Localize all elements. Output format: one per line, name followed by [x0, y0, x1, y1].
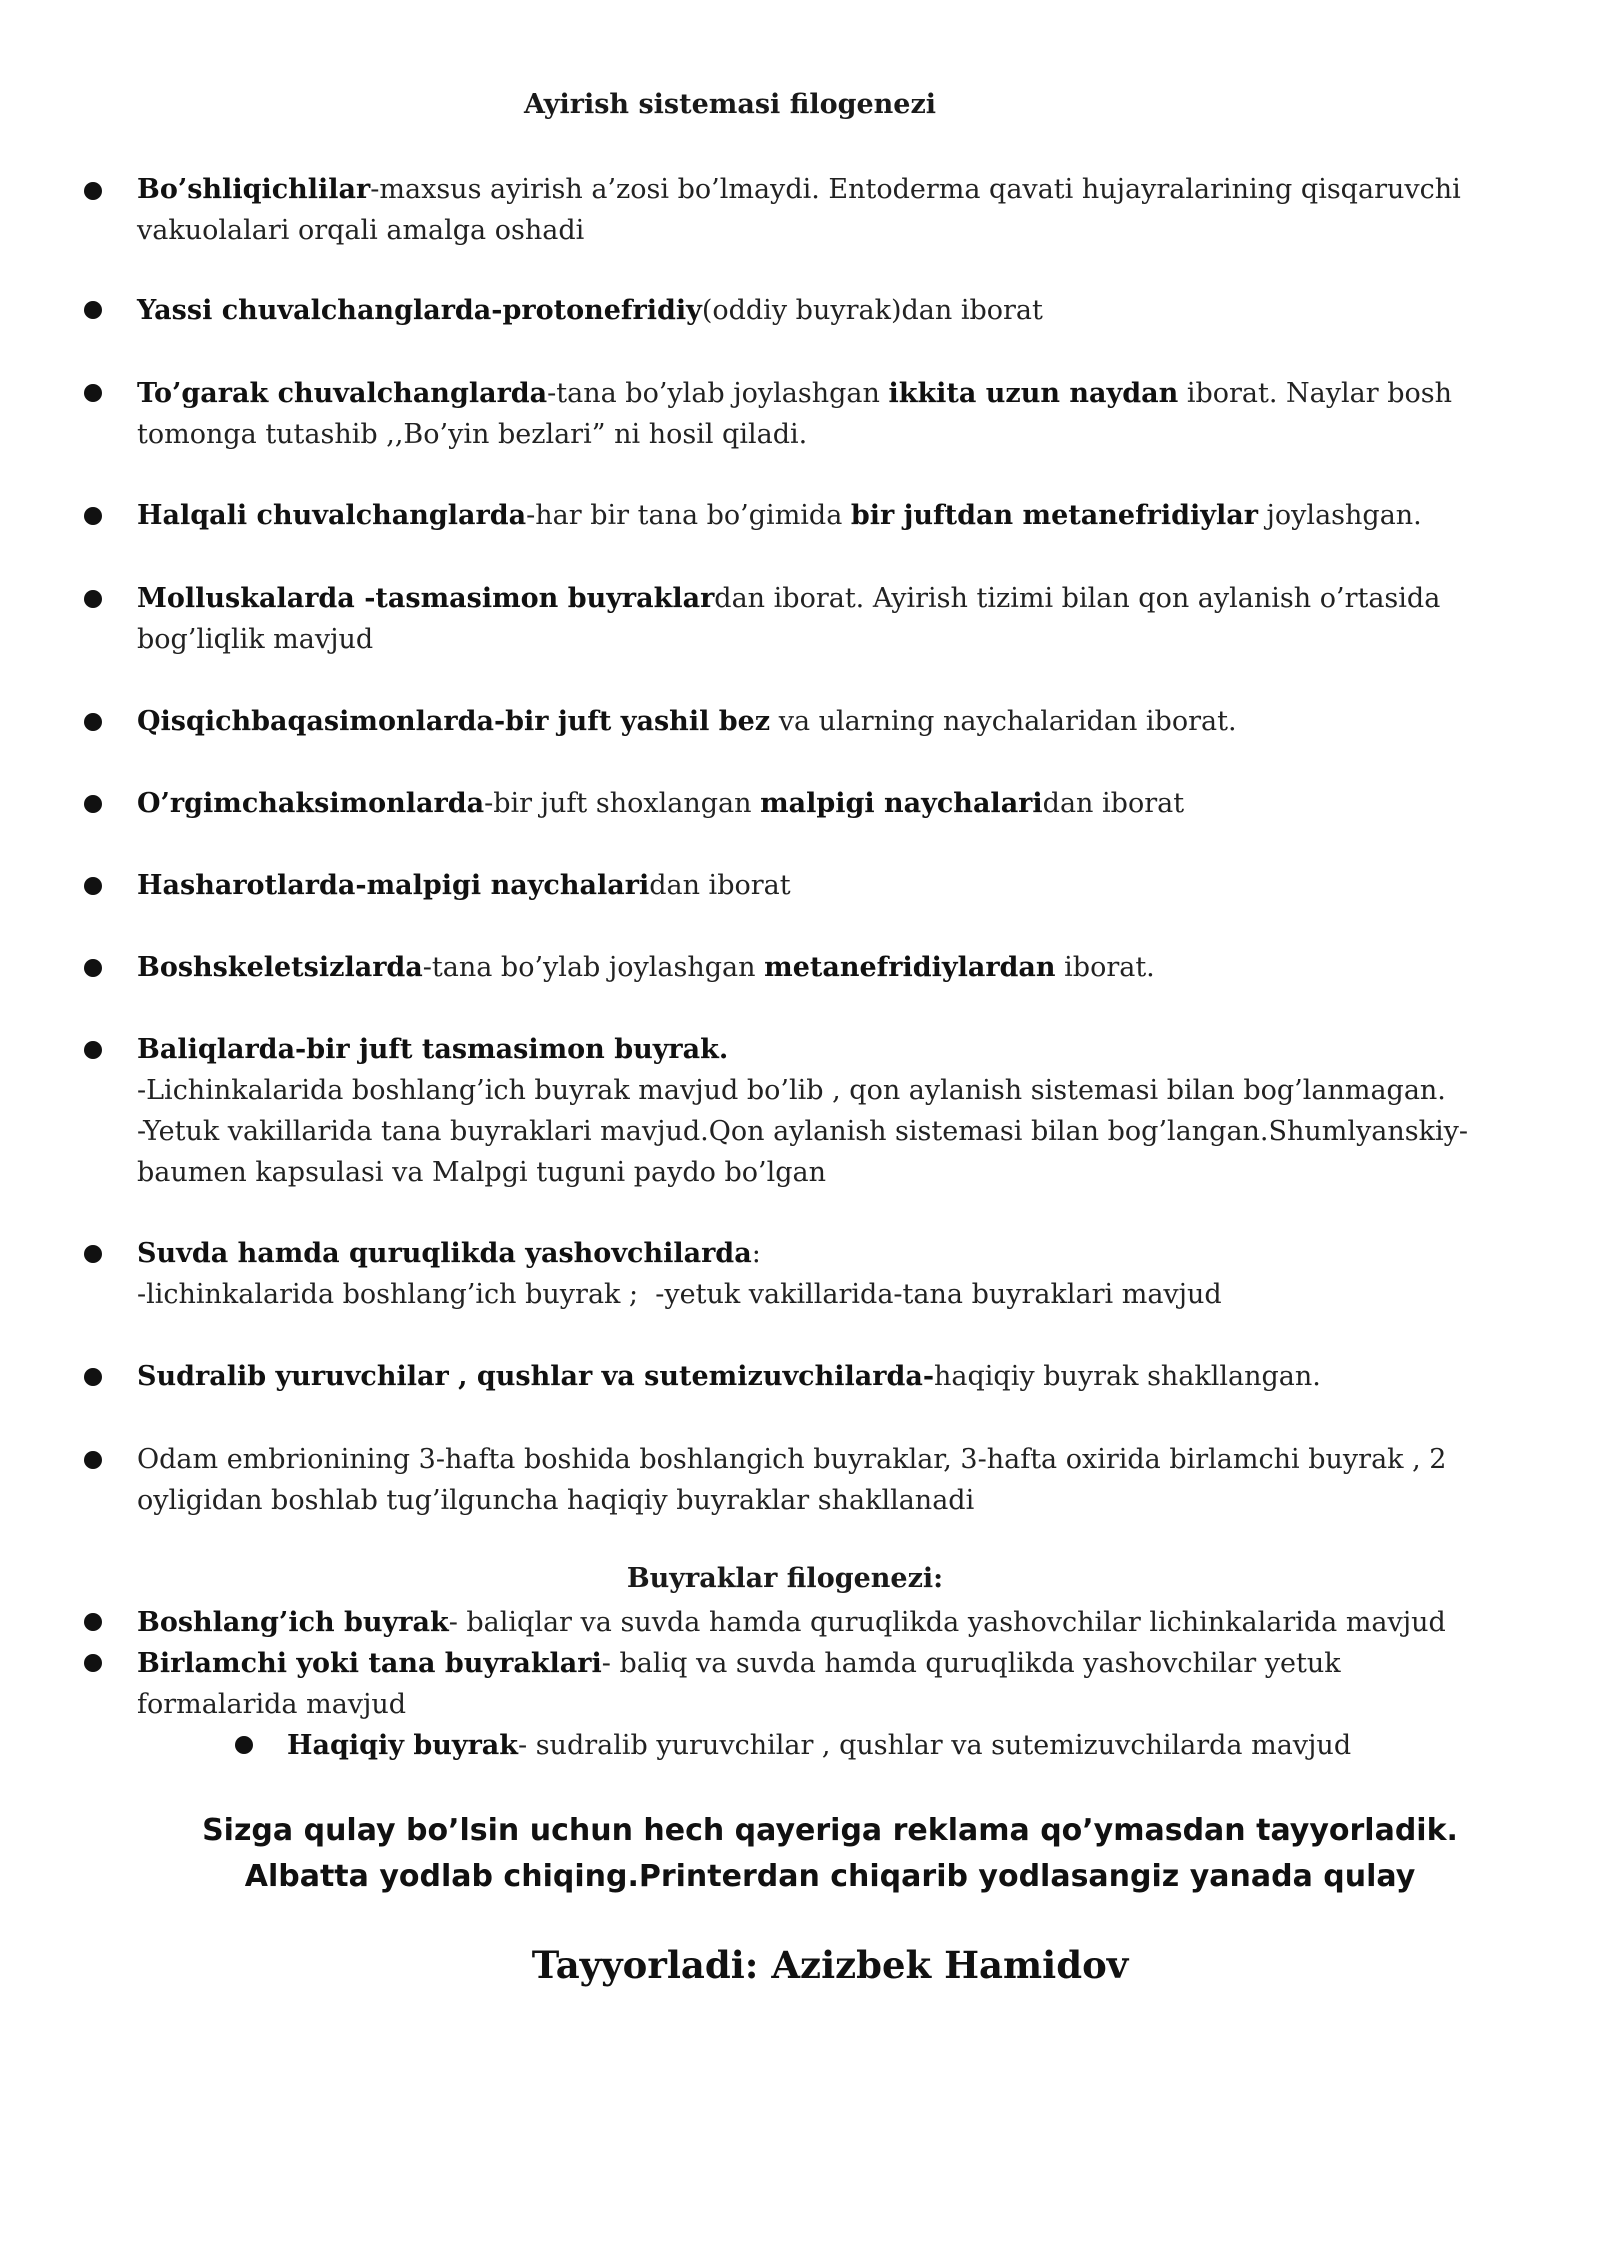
- list-item: [137, 495, 1487, 536]
- item-term-2: ikkita uzun naydan: [888, 378, 1179, 409]
- item-term: Yassi chuvalchanglarda-protonefridiy: [137, 295, 702, 326]
- item-text: Odam embrionining 3-hafta boshida boshlangich buyraklar, 3-hafta oxirida birlamchi buyrak , 2 oyligidan boshlab tug’ilguncha haqiqiy buyraklar shakllanadi: [137, 1444, 1447, 1516]
- item-text-2: iborat.: [1055, 952, 1155, 983]
- bullet-icon: [235, 1736, 253, 1754]
- item-text: - baliqlar va suvda hamda quruqlikda yashovchilar lichinkalarida mavjud: [448, 1607, 1446, 1638]
- item-text: -tana bo’ylab joylashgan: [422, 952, 765, 983]
- item-line-2: -Yetuk vakillarida tana buyraklari mavjud.Qon aylanish sistemasi bilan bog’langan.Shumlyanskiy-baumen kapsulasi va Malpgi tuguni paydo bo’lgan: [137, 1116, 1468, 1188]
- bullet-icon: [84, 507, 102, 525]
- list-item: [137, 373, 1487, 455]
- list-item: [137, 1233, 1487, 1315]
- bullet-icon: [84, 713, 102, 731]
- bullet-icon: [84, 1654, 102, 1672]
- item-line-1: -Lichinkalarida boshlang’ich buyrak mavjud bo’lib , qon aylanish sistemasi bilan bog’lanmagan.: [137, 1075, 1446, 1106]
- item-term: Birlamchi yoki tana buyraklari: [137, 1648, 602, 1679]
- bullet-icon: [84, 590, 102, 608]
- bullet-icon: [84, 384, 102, 402]
- item-text: dan iborat: [649, 870, 791, 901]
- list-item: [137, 1439, 1487, 1521]
- list-item: [137, 1356, 1487, 1397]
- item-text-2: iborat. Naylar bosh tomonga tutashib ,,Bo’yin bezlari” ni hosil qiladi.: [137, 378, 1453, 450]
- item-text: -maxsus ayirish a’zosi bo’lmaydi. Entoderma qavati hujayralarining qisqaruvchi vakuolalari orqali amalga oshadi: [137, 174, 1461, 246]
- item-term-2: metanefridiylardan: [764, 952, 1056, 983]
- item-term: Qisqichbaqasimonlarda-bir juft yashil bez: [137, 706, 771, 737]
- page-title: Ayirish sistemasi filogenezi: [523, 89, 937, 120]
- item-term: Sudralib yuruvchilar , qushlar va sutemizuvchilarda-: [137, 1361, 935, 1392]
- item-text: -bir juft shoxlangan: [484, 788, 761, 819]
- item-term: Molluskalarda -tasmasimon buyraklar: [137, 583, 715, 614]
- list-item: [137, 578, 1487, 660]
- author-line: Tayyorladi: Azizbek Hamidov: [531, 1943, 1129, 1987]
- list-item: [137, 1602, 1487, 1643]
- item-text: :: [751, 1238, 761, 1269]
- item-term: Boshskeletsizlarda: [137, 952, 423, 983]
- list-item: [287, 1725, 1487, 1766]
- item-term: Boshlang’ich buyrak: [137, 1607, 449, 1638]
- list-item: [137, 865, 1487, 906]
- item-text: - sudralib yuruvchilar , qushlar va sutemizuvchilarda mavjud: [518, 1730, 1352, 1761]
- list-item: [137, 701, 1487, 742]
- list-item: [137, 947, 1487, 988]
- bullet-icon: [84, 182, 102, 200]
- item-line-1: -lichinkalarida boshlang’ich buyrak ; -yetuk vakillarida-tana buyraklari mavjud: [137, 1279, 1222, 1310]
- bullet-icon: [84, 795, 102, 813]
- item-term-2: malpigi naychalari: [760, 788, 1043, 819]
- bullet-icon: [84, 1613, 102, 1631]
- item-term: To’garak chuvalchanglarda: [137, 378, 548, 409]
- bullet-icon: [84, 1041, 102, 1059]
- item-term: Suvda hamda quruqlikda yashovchilarda: [137, 1238, 752, 1269]
- list-item: [137, 1029, 1487, 1193]
- item-term: Hasharotlarda-malpigi naychalari: [137, 870, 650, 901]
- section-subtitle: Buyraklar filogenezi:: [626, 1563, 944, 1594]
- item-text: -har bir tana bo’gimida: [526, 500, 851, 531]
- item-text-2: dan iborat: [1042, 788, 1185, 819]
- item-term: Bo’shliqichlilar: [137, 174, 371, 205]
- list-item: [137, 783, 1487, 824]
- item-term: Halqali chuvalchanglarda: [137, 500, 527, 531]
- bullet-icon: [84, 959, 102, 977]
- item-term: O’rgimchaksimonlarda: [137, 788, 485, 819]
- item-text: haqiqiy buyrak shakllangan.: [934, 1361, 1321, 1392]
- list-item: [137, 290, 1487, 331]
- item-term: Haqiqiy buyrak: [287, 1730, 518, 1761]
- bullet-icon: [84, 1451, 102, 1469]
- list-item: [137, 1643, 1487, 1725]
- list-item: [137, 169, 1487, 251]
- item-text: dan iborat. Ayirish tizimi bilan qon aylanish o’rtasida bog’liqlik mavjud: [137, 583, 1441, 655]
- item-text: (oddiy buyrak)dan iborat: [701, 295, 1043, 326]
- item-text: - baliq va suvda hamda quruqlikda yashovchilar yetuk formalarida mavjud: [137, 1648, 1341, 1720]
- bullet-icon: [84, 1368, 102, 1386]
- item-text-2: joylashgan.: [1257, 500, 1422, 531]
- bullet-icon: [84, 877, 102, 895]
- bullet-icon: [84, 1245, 102, 1263]
- footer-note: Sizga qulay bo’lsin uchun hech qayeriga reklama qo’ymasdan tayyorladik. Albatta yodlab chiqing.Printerdan chiqarib yodlasangiz yanada qulay: [202, 1813, 1458, 1894]
- bullet-icon: [84, 301, 102, 319]
- item-term: Baliqlarda-bir juft tasmasimon buyrak.: [137, 1034, 729, 1065]
- item-text: -tana bo’ylab joylashgan: [547, 378, 889, 409]
- item-term-2: bir juftdan metanefridiylar: [850, 500, 1258, 531]
- item-text: va ularning naychalaridan iborat.: [770, 706, 1237, 737]
